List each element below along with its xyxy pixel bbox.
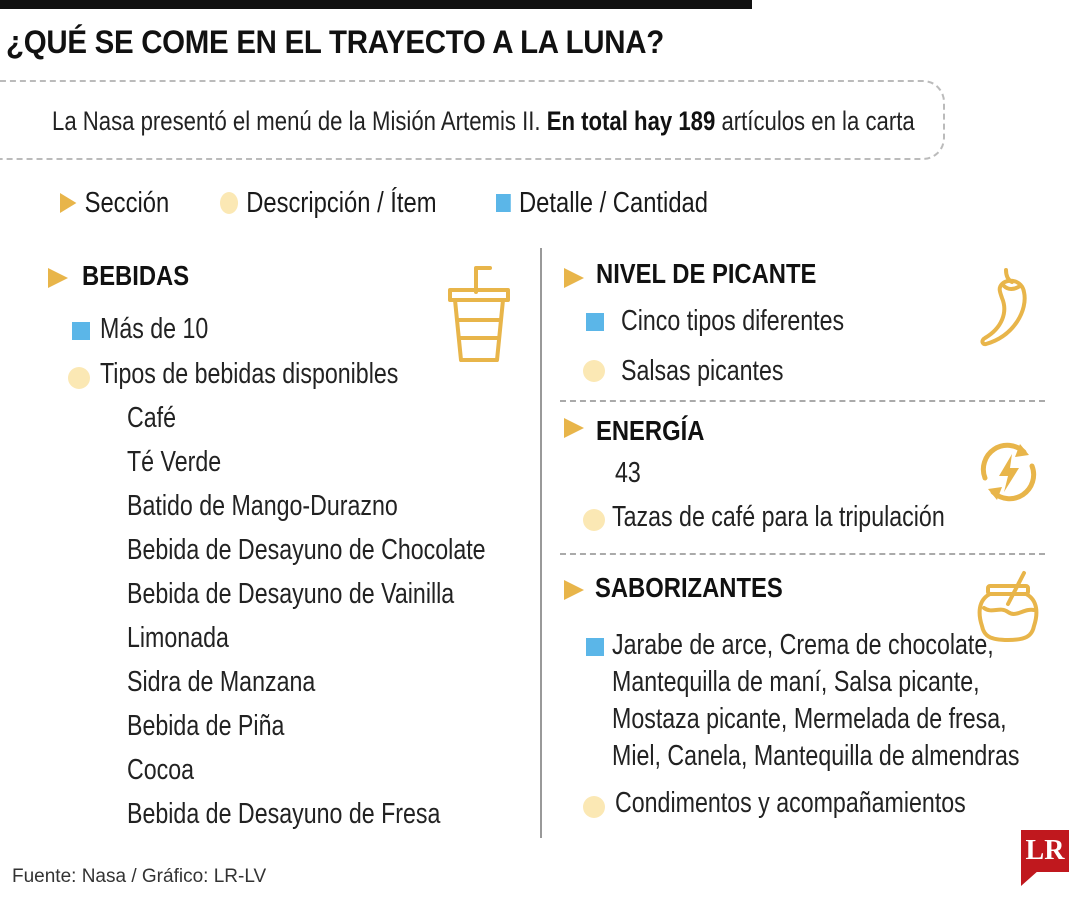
bebidas-item: Sidra de Manzana xyxy=(127,666,316,698)
saborizantes-title: SABORIZANTES xyxy=(595,572,783,603)
bebidas-item: Cocoa xyxy=(127,754,195,786)
saborizantes-description: Condimentos y acompañamientos xyxy=(615,787,966,819)
section-divider xyxy=(560,553,1045,555)
legend-description xyxy=(220,185,437,221)
legend-section-label: Sección xyxy=(84,186,170,219)
energia-description: Tazas de café para la tripulación xyxy=(612,501,945,533)
subtitle xyxy=(52,106,915,137)
top-bar xyxy=(0,0,752,9)
bebidas-item: Batido de Mango-Durazno xyxy=(127,490,398,522)
drink-cup-icon xyxy=(446,262,512,366)
description-marker-icon xyxy=(220,192,238,214)
energia-title: ENERGÍA xyxy=(596,415,705,446)
bebidas-item: Bebida de Desayuno de Chocolate xyxy=(127,534,486,566)
bebidas-item: Bebida de Piña xyxy=(127,710,285,742)
column-divider xyxy=(540,248,542,838)
section-divider xyxy=(560,400,1045,402)
saborizantes-detail-marker-icon xyxy=(586,638,604,656)
lr-logo-tail xyxy=(1021,870,1039,886)
legend-description-label: Descripción / Ítem xyxy=(246,186,437,219)
legend-detail-label: Detalle / Cantidad xyxy=(518,186,708,219)
bebidas-item: Limonada xyxy=(127,622,229,654)
bebidas-item: Café xyxy=(127,402,177,434)
chili-pepper-icon xyxy=(978,266,1034,348)
bebidas-title: BEBIDAS xyxy=(82,260,190,291)
picante-detail-marker-icon xyxy=(586,313,604,331)
honey-jar-icon xyxy=(976,570,1042,644)
picante-description: Salsas picantes xyxy=(621,355,784,387)
bebidas-item: Té Verde xyxy=(127,446,222,478)
energia-description-marker-icon xyxy=(583,509,605,531)
saborizantes-description-marker-icon xyxy=(583,796,605,818)
energia-detail: 43 xyxy=(615,457,641,489)
bebidas-detail-marker-icon xyxy=(72,322,90,340)
page-title: ¿QUÉ SE COME EN EL TRAYECTO A LA LUNA? xyxy=(6,24,664,60)
energia-section-marker-icon xyxy=(564,418,584,438)
saborizantes-detail: Jarabe de arce, Crema de chocolate, Mantequilla de maní, Salsa picante, Mostaza picante, Mermelada de fresa, Miel, Canela, Mantequilla de almendras xyxy=(612,629,1020,772)
bebidas-description-marker-icon xyxy=(68,367,90,389)
source-credit: Fuente: Nasa / Gráfico: LR-LV xyxy=(12,866,267,887)
bebidas-detail: Más de 10 xyxy=(100,313,209,345)
bebidas-section-marker-icon xyxy=(48,268,68,288)
subtitle-suffix: artículos en la carta xyxy=(721,106,915,136)
bebidas-item: Bebida de Desayuno de Fresa xyxy=(127,798,441,830)
lr-logo: LR xyxy=(1021,830,1069,872)
picante-description-marker-icon xyxy=(583,360,605,382)
legend-detail xyxy=(496,185,708,221)
detail-marker-icon xyxy=(496,194,511,212)
bebidas-description: Tipos de bebidas disponibles xyxy=(100,358,399,390)
energy-recharge-icon xyxy=(976,440,1042,504)
subtitle-prefix: La Nasa presentó el menú de la Misión Artemis II. xyxy=(52,106,541,136)
section-marker-icon xyxy=(60,193,76,213)
picante-detail: Cinco tipos diferentes xyxy=(621,305,845,337)
bebidas-item: Bebida de Desayuno de Vainilla xyxy=(127,578,455,610)
picante-section-marker-icon xyxy=(564,268,584,288)
picante-title: NIVEL DE PICANTE xyxy=(596,258,817,289)
subtitle-bold: En total hay 189 xyxy=(546,106,716,136)
legend-section xyxy=(60,185,169,221)
saborizantes-section-marker-icon xyxy=(564,580,584,600)
